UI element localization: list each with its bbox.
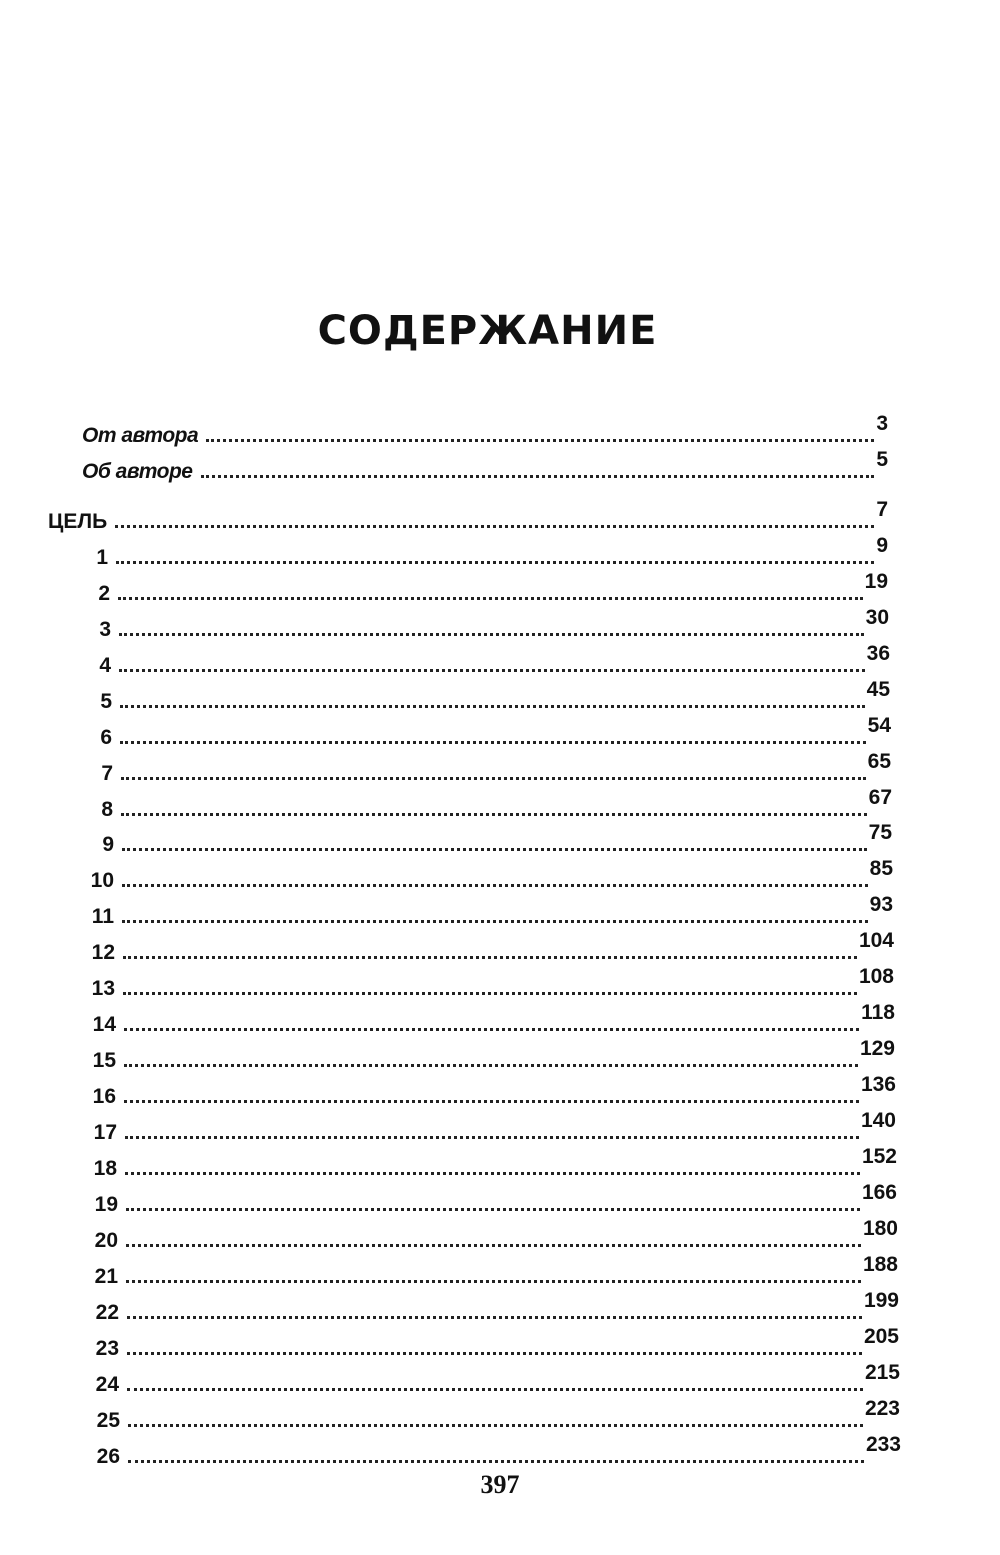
dot-leader: [122, 920, 868, 923]
toc-entry-page: 180: [862, 1217, 898, 1240]
toc-entry-page: 85: [869, 857, 893, 880]
toc-entry-label: 3: [99, 618, 111, 641]
dot-leader: [119, 633, 864, 636]
dot-leader: [115, 525, 874, 528]
toc-entry-label: 18: [93, 1157, 117, 1180]
dot-leader: [124, 1064, 858, 1067]
page-title: СОДЕРЖАНИЕ: [317, 308, 658, 354]
toc-entry-chapter[interactable]: [90, 1003, 895, 1037]
toc-entry-label: 14: [92, 1013, 116, 1036]
dot-leader: [124, 1100, 859, 1103]
toc-entry-label: 24: [95, 1373, 119, 1396]
toc-entry-from-author[interactable]: [82, 414, 888, 448]
toc-entry-label: 16: [92, 1085, 116, 1108]
dot-leader: [116, 561, 874, 564]
dot-leader: [128, 1424, 863, 1427]
toc-entry-label: 19: [94, 1193, 118, 1216]
toc-entry-page: 65: [867, 750, 891, 773]
toc-entry-page: 75: [868, 821, 892, 844]
dot-leader: [206, 439, 874, 442]
toc-entry-label: 15: [92, 1049, 116, 1072]
toc-entry-label: 17: [93, 1121, 117, 1144]
toc-entry-page: 136: [860, 1073, 896, 1096]
toc-entry-label: От автора: [82, 424, 199, 447]
toc-entry-chapter[interactable]: [88, 823, 892, 857]
toc-entry-page: 30: [865, 606, 889, 629]
toc-entry-label: 12: [91, 941, 115, 964]
toc-entry-about-author[interactable]: [82, 450, 888, 484]
toc-entry-page: 205: [863, 1325, 899, 1348]
dot-leader: [127, 1352, 862, 1355]
dot-leader: [121, 813, 867, 816]
toc-entry-page: 223: [864, 1397, 900, 1420]
toc-entry-page: 140: [860, 1109, 896, 1132]
toc-entry-chapter[interactable]: [91, 1111, 896, 1145]
dot-leader: [120, 741, 866, 744]
toc-entry-label: 7: [101, 762, 113, 785]
toc-entry-chapter[interactable]: [93, 1363, 900, 1397]
toc-entry-chapter[interactable]: [85, 644, 890, 678]
dot-leader: [122, 848, 867, 851]
toc-entry-page: 9: [876, 534, 888, 557]
toc-entry-chapter[interactable]: [82, 536, 888, 570]
toc-entry-label: 9: [102, 833, 114, 856]
toc-entry-chapter[interactable]: [94, 1399, 900, 1433]
toc-entry-page: 199: [863, 1289, 899, 1312]
toc-entry-page: 5: [876, 448, 888, 471]
toc-entry-chapter[interactable]: [87, 788, 892, 822]
toc-entry-chapter[interactable]: [91, 1147, 897, 1181]
toc-entry-chapter[interactable]: [93, 1291, 899, 1325]
toc-entry-chapter[interactable]: [89, 967, 894, 1001]
toc-entry-label: 11: [91, 905, 114, 928]
toc-entry-label: 26: [96, 1445, 120, 1468]
toc-entry-page: 93: [869, 893, 893, 916]
toc-entry-chapter[interactable]: [87, 752, 891, 786]
dot-leader: [127, 1316, 862, 1319]
toc-entry-chapter[interactable]: [89, 931, 894, 965]
toc-entry-page: 166: [861, 1181, 897, 1204]
toc-entry-chapter[interactable]: [90, 1075, 896, 1109]
toc-entry-page: 36: [866, 642, 890, 665]
toc-entry-page: 67: [868, 786, 892, 809]
dot-leader: [126, 1244, 861, 1247]
toc-entry-label: 2: [98, 582, 110, 605]
toc-entry-label: ЦЕЛЬ: [48, 510, 108, 533]
toc-entry-page: 233: [865, 1433, 901, 1456]
toc-entry-page: 3: [876, 412, 888, 435]
toc-entry-label: 20: [94, 1229, 118, 1252]
toc-entry-chapter[interactable]: [92, 1255, 898, 1289]
toc-entry-chapter[interactable]: [86, 716, 891, 750]
toc-entry-label: 21: [94, 1265, 118, 1288]
toc-entry-page: 19: [864, 570, 888, 593]
toc-entry-label: 1: [96, 546, 108, 569]
toc-entry-chapter[interactable]: [92, 1219, 898, 1253]
toc-entry-page: 152: [861, 1145, 897, 1168]
toc-entry-chapter[interactable]: [88, 895, 893, 929]
toc-entry-label: 25: [96, 1409, 120, 1432]
page-number: 397: [480, 1470, 520, 1499]
toc-entry-label: 6: [100, 726, 112, 749]
toc-entry-page: 129: [859, 1037, 895, 1060]
dot-leader: [126, 1280, 861, 1283]
toc-entry-chapter[interactable]: [93, 1327, 899, 1361]
toc-entry-chapter[interactable]: [84, 572, 888, 606]
dot-leader: [121, 777, 866, 780]
dot-leader: [124, 1028, 859, 1031]
dot-leader: [118, 597, 863, 600]
toc-entry-label: 10: [90, 869, 114, 892]
toc-entry-page: 7: [876, 498, 888, 521]
dot-leader: [120, 705, 865, 708]
dot-leader: [126, 1208, 860, 1211]
toc-entry-page: 104: [858, 929, 894, 952]
toc-entry-chapter[interactable]: [94, 1435, 901, 1469]
toc-entry-chapter[interactable]: [92, 1183, 897, 1217]
toc-entry-chapter[interactable]: [85, 608, 889, 642]
toc-entry-label: 23: [95, 1337, 119, 1360]
toc-entry-page: 45: [866, 678, 890, 701]
toc-entry-chapter[interactable]: [86, 680, 890, 714]
dot-leader: [125, 1172, 860, 1175]
toc-entry-page: 215: [864, 1361, 900, 1384]
dot-leader: [123, 992, 857, 995]
toc-entry-chapter[interactable]: [88, 859, 893, 893]
dot-leader: [119, 669, 865, 672]
toc-entry-label: 5: [100, 690, 112, 713]
toc-entry-label: 22: [95, 1301, 119, 1324]
toc-entry-label: 8: [101, 798, 113, 821]
dot-leader: [128, 1460, 864, 1463]
dot-leader: [125, 1136, 859, 1139]
toc-entry-page: 118: [861, 1001, 895, 1024]
toc-entry-label: 4: [99, 654, 111, 677]
toc-entry-page: 188: [862, 1253, 898, 1276]
dot-leader: [123, 956, 857, 959]
toc-entry-page: 54: [867, 714, 891, 737]
dot-leader: [127, 1388, 863, 1391]
toc-entry-page: 108: [858, 965, 894, 988]
toc-entry-label: Об авторе: [82, 460, 193, 483]
toc-entry-label: 13: [91, 977, 115, 1000]
dot-leader: [122, 884, 868, 887]
toc-entry-part[interactable]: [48, 500, 888, 534]
dot-leader: [201, 475, 875, 478]
toc-entry-chapter[interactable]: [90, 1039, 895, 1073]
